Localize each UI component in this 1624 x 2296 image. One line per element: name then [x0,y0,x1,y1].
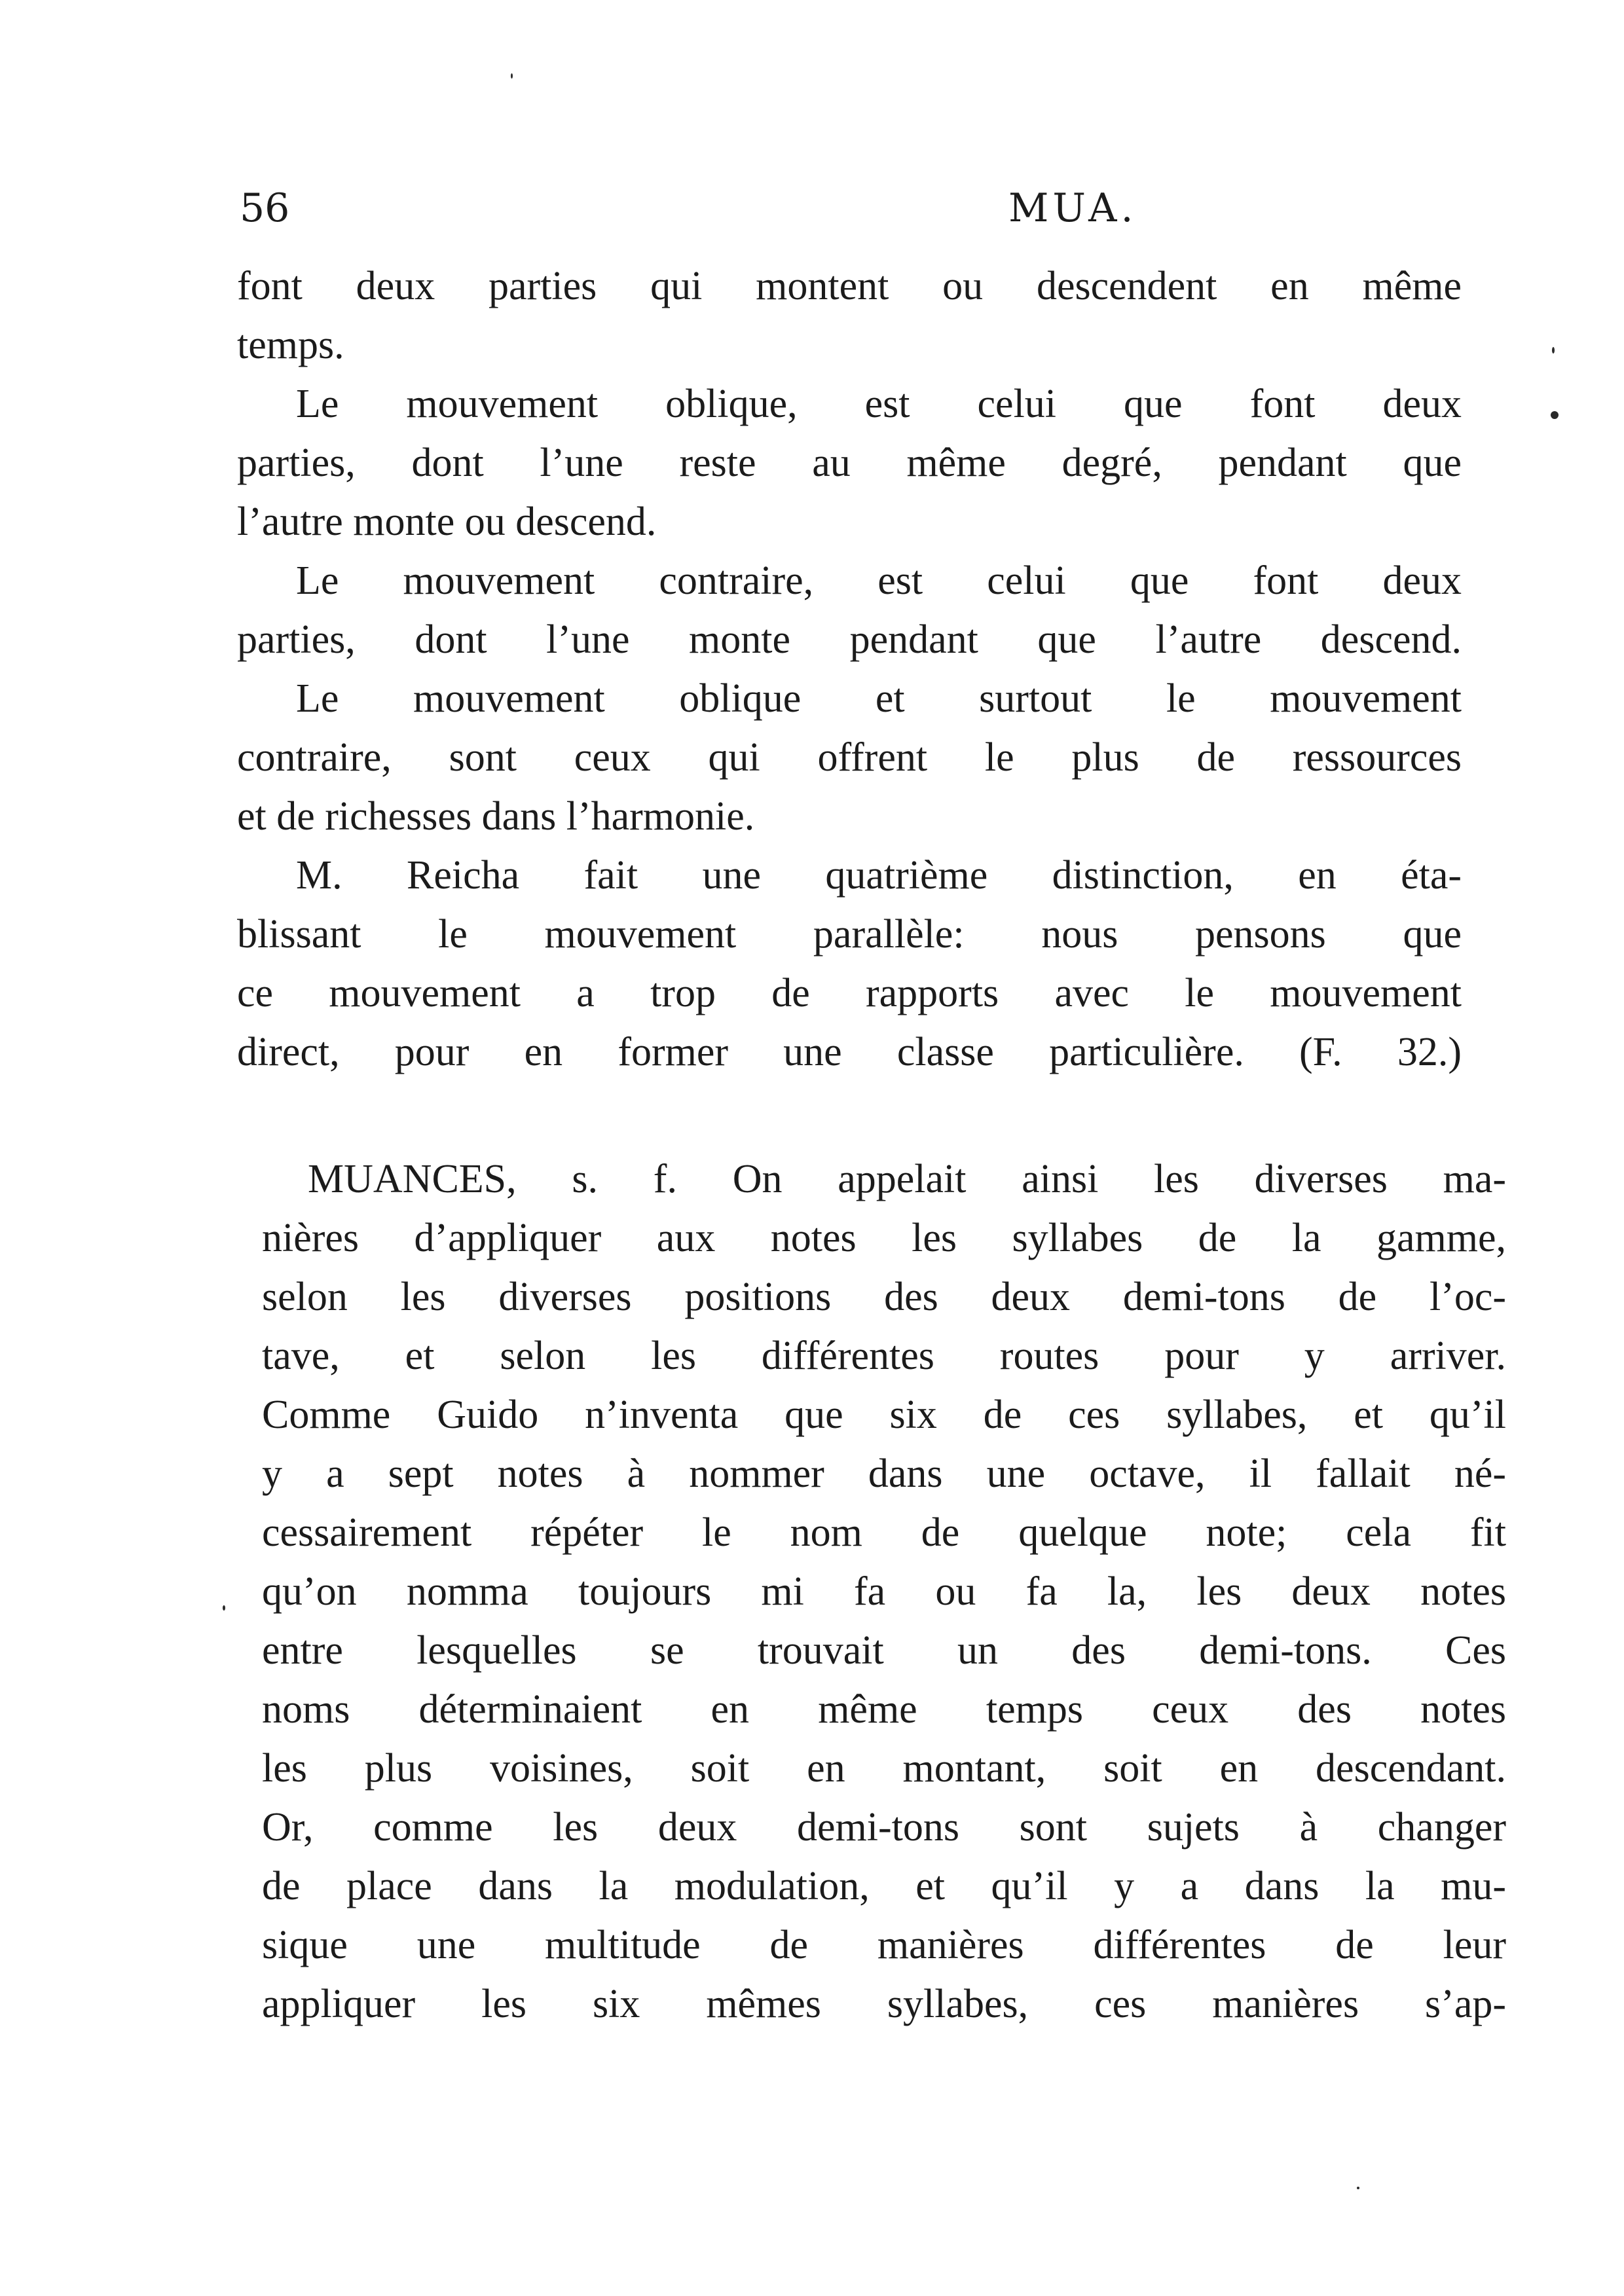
text-line: M. Reicha fait une quatrième distinction, en éta- [296,853,1462,898]
ink-speck [1551,411,1559,419]
text-line: appliquer les six mêmes syllabes, ces manières s’ap- [262,1982,1506,2026]
text-line: et de richesses dans l’harmonie. [237,794,755,839]
running-headword: MUA. [1008,185,1137,231]
text-line: Or, comme les deux demi-tons sont sujets à changer [262,1805,1506,1850]
text-line: parties, dont l’une reste au même degré, pendant que [237,441,1462,485]
text-line: direct, pour en former une classe particulière. (F. 32.) [237,1030,1462,1074]
text-line: l’autre monte ou descend. [237,500,657,544]
ink-speck [1357,2187,1359,2189]
text-line: Le mouvement oblique et surtout le mouvement [296,676,1462,721]
text-line: blissant le mouvement parallèle: nous pensons que [237,912,1462,957]
entry-mouvement-continuation [237,257,1462,1082]
text-line: tave, et selon les différentes routes pour y arriver. [262,1334,1506,1378]
text-line: MUANCES, s. f. On appelait ainsi les diverses ma- [308,1157,1506,1201]
text-line: contraire, sont ceux qui offrent le plus de ressources [237,735,1462,780]
text-line: parties, dont l’une monte pendant que l’autre descend. [237,617,1462,662]
text-line: les plus voisines, soit en montant, soit en descendant. [262,1746,1506,1791]
text-line: sique une multitude de manières différentes de leur [262,1923,1506,1967]
text-line: ce mouvement a trop de rapports avec le mouvement [237,971,1462,1015]
text-line: temps. [237,323,344,367]
text-line: font deux parties qui montent ou descendent en même [237,264,1462,308]
text-line: Comme Guido n’inventa que six de ces syllabes, et qu’il [262,1393,1506,1437]
text-line: entre lesquelles se trouvait un des demi-tons. Ces [262,1628,1506,1673]
text-line: de place dans la modulation, et qu’il y a dans la mu- [262,1864,1506,1908]
text-line: selon les diverses positions des deux demi-tons de l’oc- [262,1275,1506,1319]
page-number: 56 [240,185,290,231]
text-line: Le mouvement contraire, est celui que font deux [296,558,1462,603]
text-line: cessairement répéter le nom de quelque note; cela fit [262,1510,1506,1555]
ink-speck [511,73,513,79]
entry-muances [262,1150,1506,2033]
text-line: nières d’appliquer aux notes les syllabes de la gamme, [262,1216,1506,1260]
text-line: y a sept notes à nommer dans une octave, il fallait né- [262,1451,1506,1496]
ink-speck [223,1605,225,1611]
text-line: noms déterminaient en même temps ceux des notes [262,1687,1506,1732]
running-head [236,182,1480,234]
text-line: Le mouvement oblique, est celui que font deux [296,382,1462,426]
text-line: qu’on nomma toujours mi fa ou fa la, les deux notes [262,1569,1506,1614]
ink-speck [1552,347,1555,354]
